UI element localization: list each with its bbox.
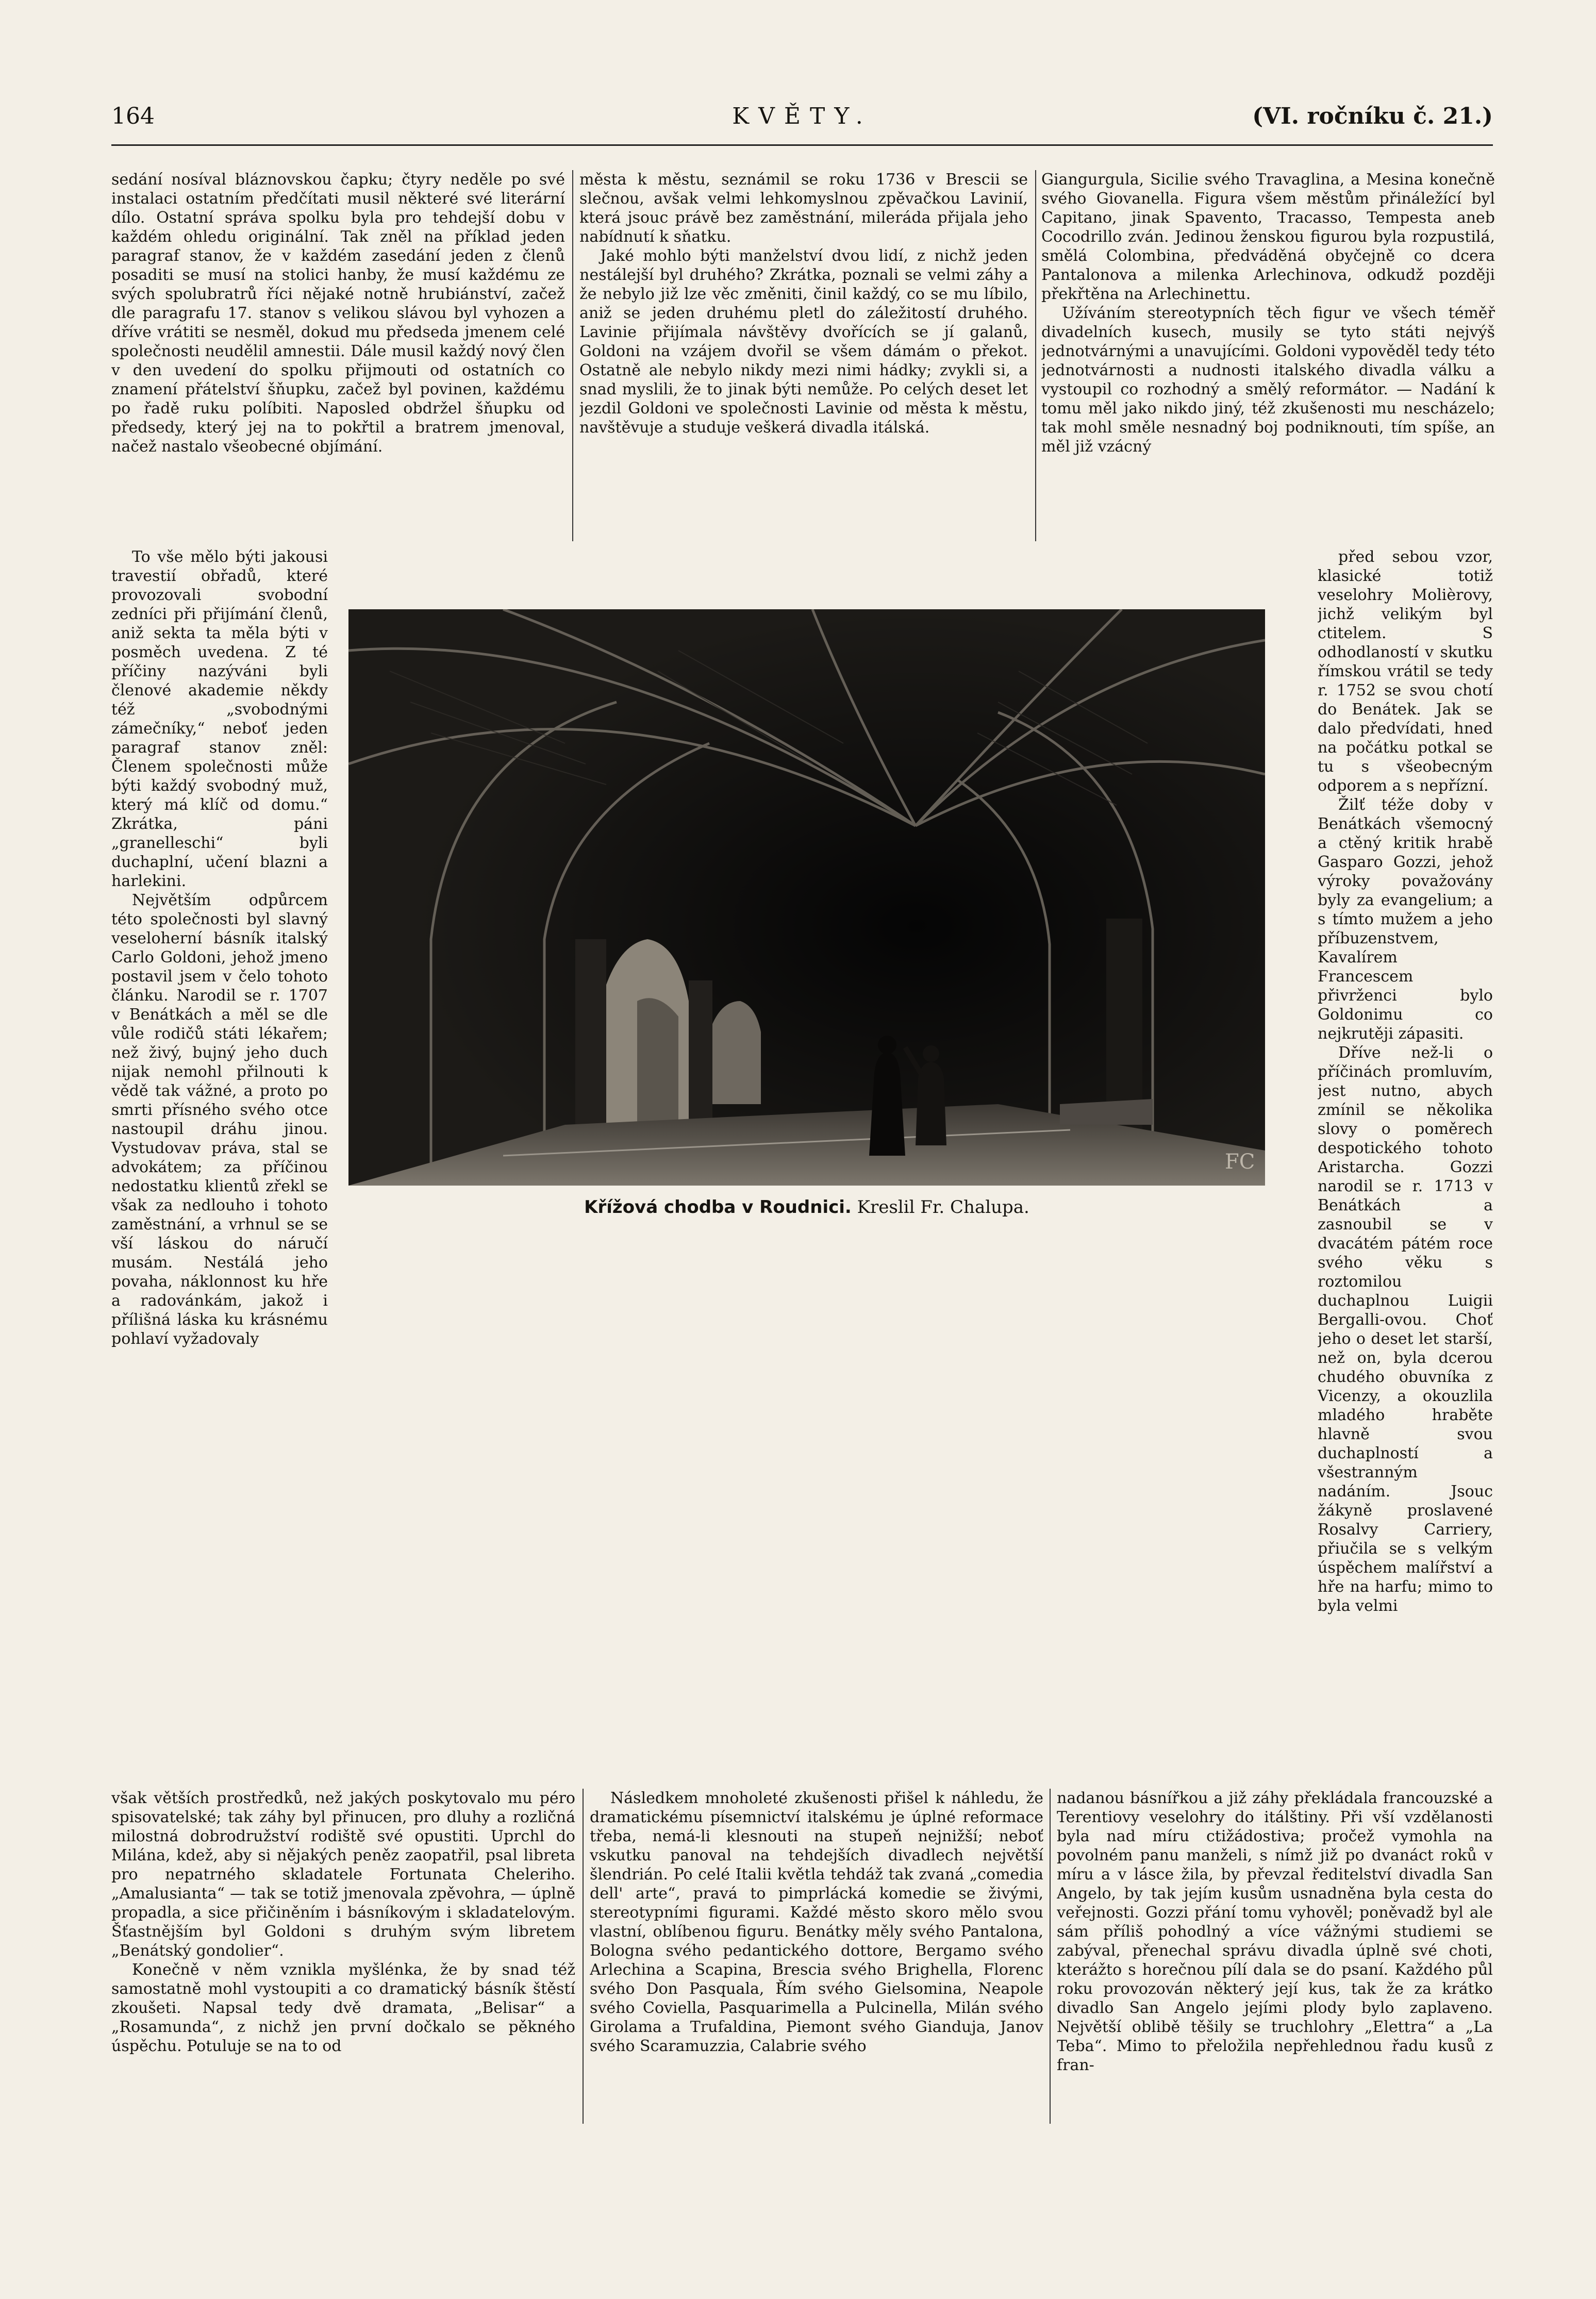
paragraph: před sebou vzor, klasické totiž veselohry Molièrovy, jichž velikým byl ctitelem. S odhodlaností v skutku římskou vrátil se tedy r. 1752 se svou chotí do Benátek. Jak se dalo předvídati, hned na počátku potkal se tu s všeobecným odporem a s nepřízní. [1318, 548, 1493, 795]
column-rule [572, 170, 573, 541]
column-rule [1035, 170, 1036, 541]
svg-text:FC: FC [1225, 1150, 1255, 1174]
top-right-column [1041, 170, 1495, 546]
engraving-cloister [348, 609, 1265, 1186]
paragraph: Jaké mohlo býti manželství dvou lidí, z nichž jeden nestálejší byl druhého? Zkrátka, poznali se velmi záhy a že nebylo již lze věc změniti, činil každý, co se mu líbilo, aniž se jeden druhému pletl do záležitostí druhého. Lavinie přijímala návštěvy dvořících se jí galanů, Goldoni na vzájem dvořil se všem dámám o překot. Ostatně ale nebylo nikdy mezi nimi hádky; zvykli si, a snad myslili, že to jinak býti nemůže. Po celých deset let jezdil Goldoni ve společnosti Lavinie od města k městu, navštěvuje a studuje veškerá divadla itálská. [579, 247, 1028, 437]
paragraph: Užíváním stereotypních těch figur ve všech téměř divadelních kusech, musily se tyto státi nejvýš jednotvárnými a unavujícími. Goldoni vypověděl tedy této jednotvárnosti a nudnosti italského divadla válku a vystoupil co rozhodný a smělý reformátor. — Nadání k tomu měl jako nikdo jiný, též zkušenosti mu nescházelo; tak mohl směle nesnadný boj podniknouti, tím spíše, an měl již vzácný [1041, 304, 1495, 456]
header-rule [111, 144, 1493, 146]
caption-credit: Kreslil Fr. Chalupa. [857, 1197, 1029, 1218]
paragraph: To vše mělo býti jakousi travestií obřadů, které provozovali svobodní zedníci při přijímání členů, aniž sekta ta měla býti v posměch uvedena. Z té příčiny nazýváni byli členové akademie někdy též „svobodnými zámečníky,“ neboť jeden paragraf stanov zněl: Členem společnosti může býti každý svobodný muž, který má klíč od domu.“ Zkrátka, páni „granelleschi“ byli duchaplní, učení blazni a harlekini. [111, 548, 328, 890]
paragraph: Největším odpůrcem této společnosti byl slavný veseloherní básník italský Carlo Goldoni, jehož jmeno postavil jsem v čelo tohoto článku. Narodil se r. 1707 v Benátkách a měl se dle vůle rodičů státi lékařem; než živý, bujný jeho duch nijak nemohl přilnouti k vědě tak vážné, a proto po smrti přísného svého otce nastoupil dráhu jinou. Vystudovav práva, stal se advokátem; za příčinou nedostatku klientů zřekl se však za nedlouho i tohoto zaměstnání, a vrhnul se se vší láskou do náručí musám. Nestálá jeho povaha, náklonnost ku hře a radovánkám, jakož i přílišná láska ku krásnému pohlaví vyžadovaly [111, 891, 328, 1348]
paragraph: Dříve než-li o příčinách promluvím, jest nutno, abych zmínil se několika slovy o poměrech despotického tohoto Aristarcha. Gozzi narodil se r. 1713 v Benátkách a zasnoubil se v dvacátém pátém roce svého věku s roztomilou duchaplnou Luigii Bergalli-ovou. Choť jeho o deset let starší, než on, byla dcerou chudého obuvníka z Vicenzy, a okouzlila mladého hraběte hlavně svou duchaplností a všestranným nadáním. Jsouc žákyně proslavené Rosalvy Carriery, přiučila se s velkým úspěchem malířství a hře na harfu; mimo to byla velmi [1318, 1044, 1493, 1615]
left-narrow-column [111, 547, 328, 1737]
column-rule [583, 1789, 584, 2124]
paragraph: však větších prostředků, než jakých poskytovalo mu péro spisovatelské; tak záhy byl přinucen, pro dluhy a rozličná milostná dobrodružství rodiště své opustiti. Uprchl do Milána, kdež, aby si nějakých peněz zaopatřil, psal libreta pro nepatrného skladatele Fortunata Cheleriho. „Amalusianta“ — tak se totiž jmenovala zpěvohra, — úplně propadla, a sice přičiněním i básníkovým i skladatelovým. Šťastnějším byl Goldoni s druhým svým libretem „Benátský gondolier“. [111, 1789, 575, 1960]
bottom-left-column [111, 1789, 575, 2108]
paragraph: Žilť téže doby v Benátkách všemocný a ctěný kritik hrabě Gasparo Gozzi, jehož výroky považovány byly za evangelium; a s tímto mužem a jeho příbuzenstvem, Kavalírem Francescem přivrženci bylo Goldonimu co nejkrutěji zápasiti. [1318, 796, 1493, 1043]
journal-title: KVĚTY. [732, 103, 872, 129]
paragraph: Konečně v něm vznikla myšlénka, že by snad též samostatně mohl vystoupiti a co dramatický básník štěstí zkoušeti. Napsal tedy dvě dramata, „Belisar“ a „Rosamunda“, z nichž jen první dočkalo se pěkného úspěchu. Potuluje se na to od [111, 1961, 575, 2055]
page-number: 164 [111, 103, 155, 129]
paragraph: nadanou básnířkou a již záhy překládala francouzské a Terentiovy veselohry do itálštiny. Při vší vzdělanosti byla nad míru ctižádostiva; pročež vymohla na povolném panu manželi, s nímž již po dvanáct roků v míru a v lásce žila, by převzal ředitelství divadla San Angelo, by tak jejím kusům usnadněna byla cesta do veřejnosti. Gozzi přání tomu vyhověl; poněvadž byl ale sám příliš pohodlný a více vážnými studiemi se zabýval, přenechal správu divadla úplně své choti, kterážto s horečnou pílí dala se do psaní. Každého půl roku provozován některý její kus, tak že za krátko divadlo San Angelo jejími plody bylo zaplaveno. Největší oblibě těšily se truchlohry „Elettra“ a „La Teba“. Mimo to přeložila nepřehlednou řadu kusů z fran- [1057, 1789, 1493, 2074]
issue-label: (VI. ročníku č. 21.) [1252, 103, 1493, 129]
paragraph: Následkem mnoholeté zkušenosti přišel k náhledu, že dramatickému písemnictví italskému je úplné reformace třeba, nemá-li klesnouti na stupeň nejnižší; neboť vskutku panoval na tehdejších divadlech největší šlendrián. Po celé Italii květla tehdáž tak zvaná „comedia dell' arte“, pravá to pimprlácká komedie se živými, stereotypními figurami. Každé město skoro mělo svou vlastní, oblíbenou figuru. Benátky měly svého Pantalona, Bologna svého pedantického dottore, Bergamo svého Arlechina a Scapina, Brescia svého Brighella, Florenc svého Don Pasquala, Řím svého Gielsomina, Neapole svého Coviella, Pasquarimella a Pulcinella, Milán svého Girolama a Trufaldina, Piemont svého Gianduja, Janov svého Scaramuzzia, Calabrie svého [590, 1789, 1043, 2055]
bottom-right-column [1057, 1789, 1493, 2124]
paragraph: města k městu, seznámil se roku 1736 v Brescii se slečnou, avšak velmi lehkomyslnou zpěvačkou Lavinií, která jsouc právě bez zaměstnání, mileráda přijala jeho nabídnutí k sňatku. [579, 171, 1028, 246]
running-header [111, 103, 1493, 144]
caption-title: Křížová chodba v Roudnici. [584, 1197, 852, 1218]
figure-caption [348, 1197, 1265, 1218]
bottom-middle-column [590, 1789, 1043, 2124]
paragraph: sedání nosíval bláznovskou čapku; čtyry neděle po své instalaci ostatním předčítati musil některé své literární dílo. Ostatní správa spolku byla pro tehdejší dobu v každém ohledu originální. Tak zněl na příklad jeden paragraf stanov, že v každém zasedání jeden z členů posaditi se musí na stolici hanby, že musí každému ze svých spolubratrů říci nějaké notně hrubiánství, začež dle paragrafu 17. stanov s velikou slávou byl vyhozen a dříve vrátiti se nesměl, dokud mu předseda jmenem celé společnosti neudělil amnestii. Dále musil každý nový člen v den uvedení do spolku přijmouti od ostatních co znamení přátelství šňupku, začež byl povinen, každému po řadě ruku políbiti. Naposled obdržel šňupku od předsedy, který jej na to pokřtil a bratrem jmenoval, načež nastalo všeobecné objímání. [111, 171, 565, 456]
top-middle-column [579, 170, 1028, 541]
paragraph: Giangurgula, Sicilie svého Travaglina, a Mesina konečně svého Giovanella. Figura všem městům přináležící byl Capitano, jinak Spavento, Tracasso, Tempesta aneb Cocodrillo zván. Jedinou ženskou figurou byla rozpustilá, smělá Colombina, předváděná obyčejně co dcera Pantalonova a milenka Arlechinova, odkudž později překřtěna na Arlechinettu. [1041, 171, 1495, 303]
cloister-illustration [348, 609, 1265, 1186]
column-rule [1050, 1789, 1051, 2124]
top-left-column [111, 170, 565, 546]
right-narrow-column [1318, 547, 1493, 1785]
